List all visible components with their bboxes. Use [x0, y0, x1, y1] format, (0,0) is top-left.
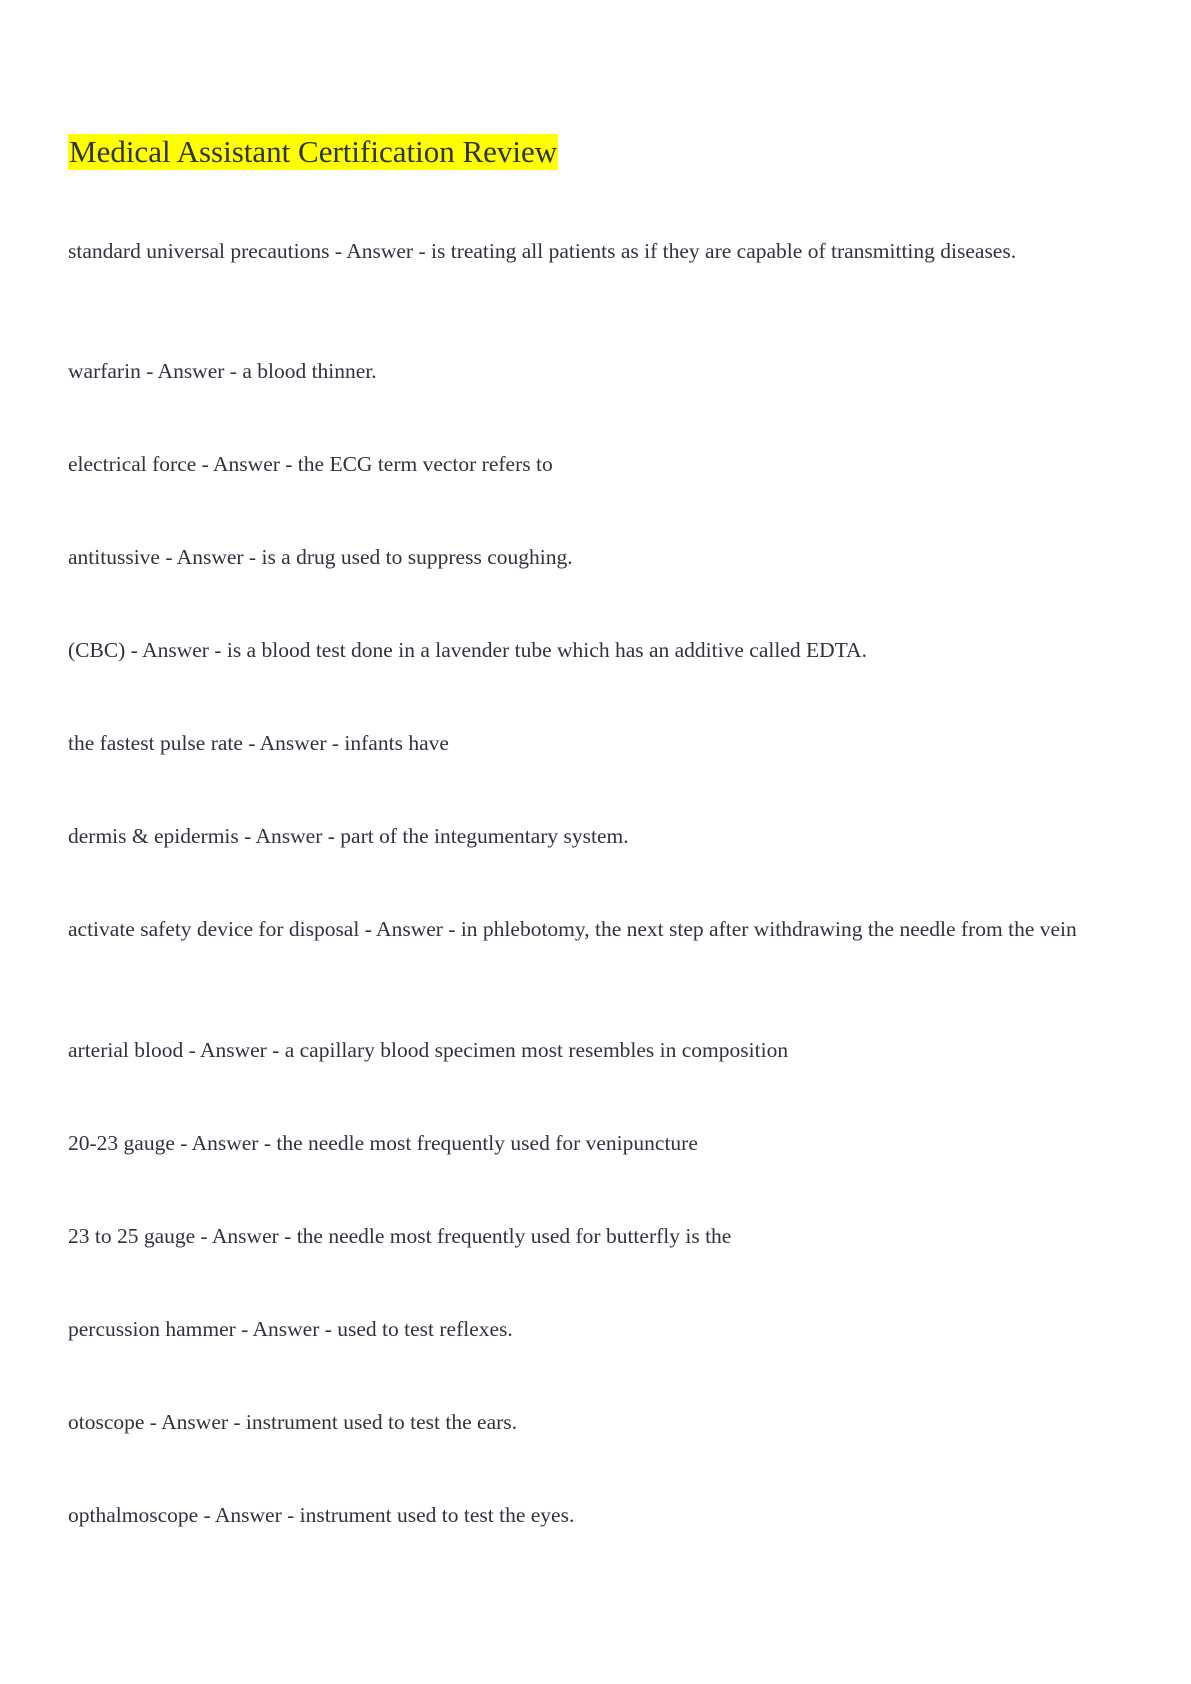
- qa-item: dermis & epidermis - Answer - part of the integumentary system.: [68, 824, 629, 848]
- qa-item: the fastest pulse rate - Answer - infants have: [68, 731, 449, 755]
- qa-item: opthalmoscope - Answer - instrument used to test the eyes.: [68, 1503, 575, 1527]
- qa-item: antitussive - Answer - is a drug used to suppress coughing.: [68, 545, 573, 569]
- qa-item: otoscope - Answer - instrument used to test the ears.: [68, 1410, 518, 1434]
- qa-item: percussion hammer - Answer - used to test reflexes.: [68, 1317, 513, 1341]
- qa-item: 20-23 gauge - Answer - the needle most frequently used for venipuncture: [68, 1131, 698, 1155]
- qa-item: activate safety device for disposal - Answer - in phlebotomy, the next step after withdrawing the needle from the vein: [68, 917, 1077, 941]
- document-title: Medical Assistant Certification Review: [69, 134, 558, 169]
- qa-item: electrical force - Answer - the ECG term vector refers to: [68, 452, 553, 476]
- qa-item: warfarin - Answer - a blood thinner.: [68, 359, 377, 383]
- qa-item: (CBC) - Answer - is a blood test done in a lavender tube which has an additive called EDTA.: [68, 638, 867, 662]
- qa-item: arterial blood - Answer - a capillary blood specimen most resembles in composition: [68, 1038, 789, 1062]
- qa-item: 23 to 25 gauge - Answer - the needle most frequently used for butterfly is the: [68, 1224, 732, 1248]
- qa-item: standard universal precautions - Answer - is treating all patients as if they are capable of transmitting diseases.: [68, 239, 1017, 263]
